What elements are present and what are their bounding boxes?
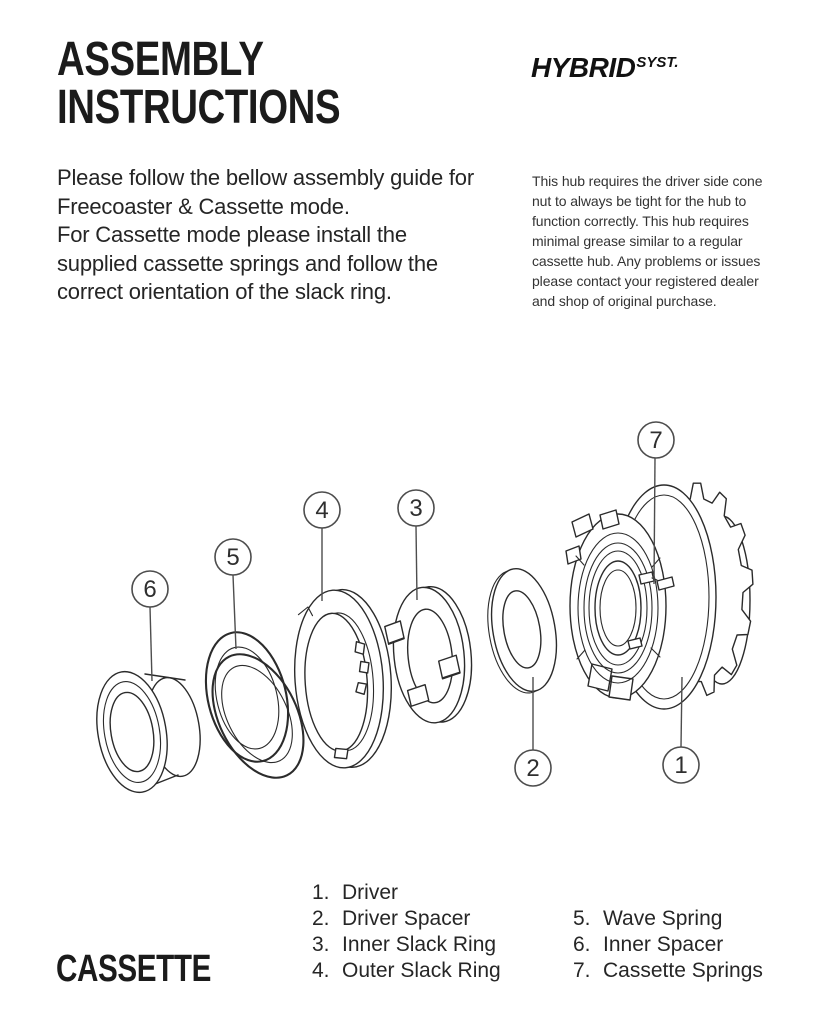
callout-6 [132, 571, 168, 607]
part-label: Wave Spring [603, 907, 723, 930]
part-label: Inner Spacer [603, 933, 724, 956]
outer-ring-ramp-2 [359, 661, 370, 674]
part-number: 1. [312, 881, 330, 904]
brand-suffix: SYST. [636, 54, 679, 71]
part-label: Cassette Springs [603, 959, 763, 982]
callout-1 [663, 747, 699, 783]
leader-line-3 [416, 526, 417, 600]
callout-6-number: 6 [143, 576, 157, 604]
part-label: Driver Spacer [342, 907, 471, 930]
outer-ring-notch-bottom [334, 748, 349, 760]
callout-2 [515, 750, 551, 786]
parts-list-item [312, 958, 501, 984]
exploded-diagram [0, 400, 840, 820]
parts-list-item [312, 932, 501, 958]
parts-list-item [312, 880, 501, 906]
callout-7-number: 7 [649, 427, 663, 455]
callout-7 [638, 422, 674, 458]
parts-list-item [573, 906, 763, 932]
page-title-line2: INSTRUCTIONS [57, 81, 341, 134]
part-label: Inner Slack Ring [342, 933, 497, 956]
part-number: 6. [573, 933, 591, 956]
callout-5-number: 5 [226, 544, 240, 572]
callout-1-number: 1 [674, 752, 688, 780]
note-text: This hub requires the driver side cone nut to always be tight for the hub to function correctly. This hub requires minimal grease similar to a regular cassette hub. Any problems or issues please contact your registered dealer and shop of original purchase. [532, 173, 763, 309]
brand-name: HYBRID [531, 52, 636, 83]
parts-list-item [573, 932, 763, 958]
part-number: 3. [312, 933, 330, 956]
callout-5 [215, 539, 251, 575]
mode-label: CASSETTE [56, 948, 211, 990]
page-title-line1: ASSEMBLY [57, 33, 264, 86]
callout-3 [398, 490, 434, 526]
part-label: Driver [342, 881, 398, 904]
intro-paragraph-1: Please follow the bellow assembly guide for Freecoaster & Cassette mode. [57, 165, 474, 219]
callout-2-number: 2 [526, 755, 540, 783]
callout-4 [304, 492, 340, 528]
callout-3-number: 3 [409, 495, 423, 523]
intro-paragraph-2: For Cassette mode please install the supplied cassette springs and follow the correct orientation of the slack ring. [57, 222, 438, 304]
leader-line-7 [654, 458, 655, 584]
callout-4-number: 4 [315, 497, 329, 525]
parts-list-column-1 [312, 880, 501, 984]
part-number: 5. [573, 907, 591, 930]
parts-list-item [312, 906, 501, 932]
part-inner-slack-ring [381, 583, 478, 727]
leader-line-1 [681, 677, 682, 747]
parts-list-column-2 [573, 906, 763, 984]
leader-line-6 [150, 607, 152, 681]
driver-foot-1 [588, 664, 612, 691]
part-outer-slack-ring [289, 587, 397, 771]
part-number: 2. [312, 907, 330, 930]
part-number: 4. [312, 959, 330, 982]
part-label: Outer Slack Ring [342, 959, 501, 982]
parts-list-item [573, 958, 763, 984]
part-driver-spacer [479, 564, 566, 699]
outer-ring-ramp-1 [354, 641, 365, 655]
part-driver [566, 483, 753, 709]
intro-text [57, 164, 489, 307]
page-title [57, 33, 341, 134]
brand-logo [531, 52, 679, 84]
part-number: 7. [573, 959, 591, 982]
part-inner-spacer [88, 666, 207, 798]
